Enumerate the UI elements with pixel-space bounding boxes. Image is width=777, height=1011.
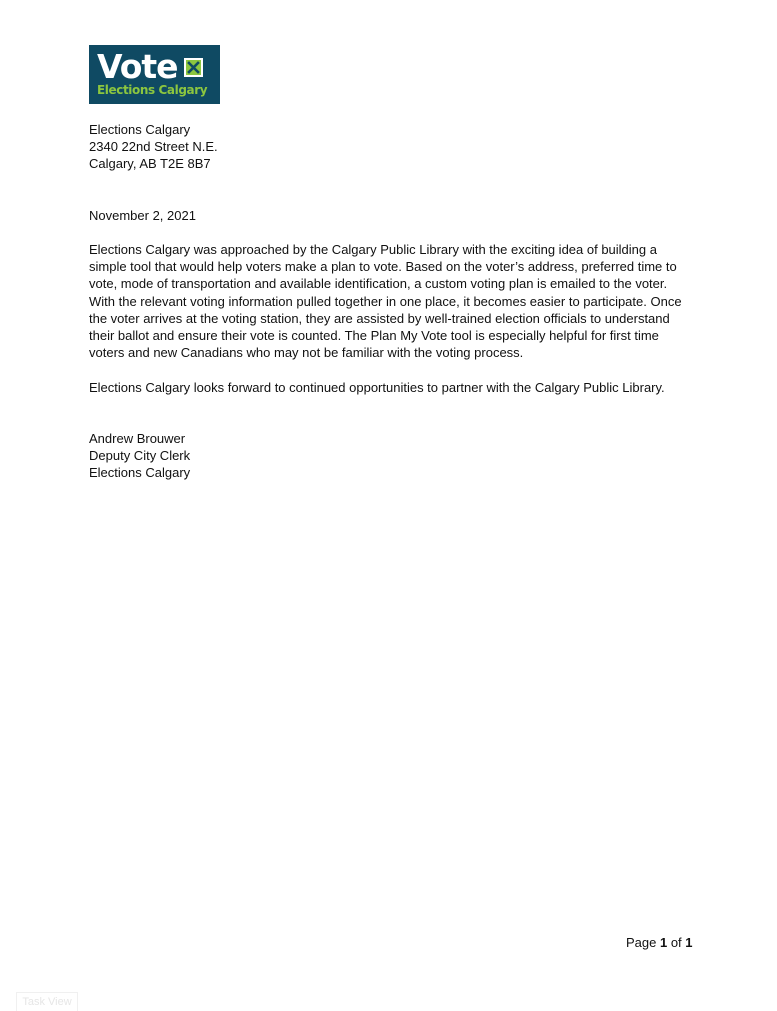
paragraph-line: voters and new Canadians who may not be familiar with the voting process. [89,345,524,361]
address-line: 2340 22nd Street N.E. [89,139,218,155]
page-number [626,934,693,951]
checkbox-x-icon [184,58,203,77]
page-current: 1 [659,935,668,950]
page-of: of [667,935,686,950]
paragraph-line: their ballot and ensure their vote is counted. The Plan My Vote tool is especially helpful for first time [89,328,659,344]
address-line: Elections Calgary [89,122,191,137]
paragraph-line: With the relevant voting information pulled together in one place, it becomes easier to participate. Once [89,293,682,309]
letter-date: November 2, 2021 [89,208,196,223]
paragraph-line: simple tool that would help voters make a plan to vote. Based on the voter’s address, preferred time to [89,259,677,275]
logo-word: Vote [97,47,178,86]
page-prefix: Page [626,935,660,950]
address-line: Calgary, AB T2E 8B7 [89,156,211,172]
paragraph-line: Elections Calgary was approached by the Calgary Public Library with the exciting idea of building a [89,242,657,257]
signer-title: Deputy City Clerk [89,448,191,464]
signer-name: Andrew Brouwer [89,431,186,446]
task-view-button[interactable]: Task View [16,992,78,1011]
sender-address [89,121,218,173]
body-paragraph-2: Elections Calgary looks forward to continued opportunities to partner with the Calgary Public Library. [89,380,665,395]
vote-elections-calgary-logo [89,45,220,104]
body-paragraph-1 [89,241,695,361]
x-mark-icon [186,60,201,75]
signature-block [89,430,190,482]
signer-organization: Elections Calgary [89,465,191,481]
paragraph-line: the voter arrives at the voting station, they are assisted by well-trained election officials to understand [89,310,670,326]
paragraph-line: vote, mode of transportation and available identification, a custom voting plan is emailed to the voter. [89,276,668,292]
page-total: 1 [685,935,693,950]
logo-subtitle: Elections Calgary [97,83,208,97]
